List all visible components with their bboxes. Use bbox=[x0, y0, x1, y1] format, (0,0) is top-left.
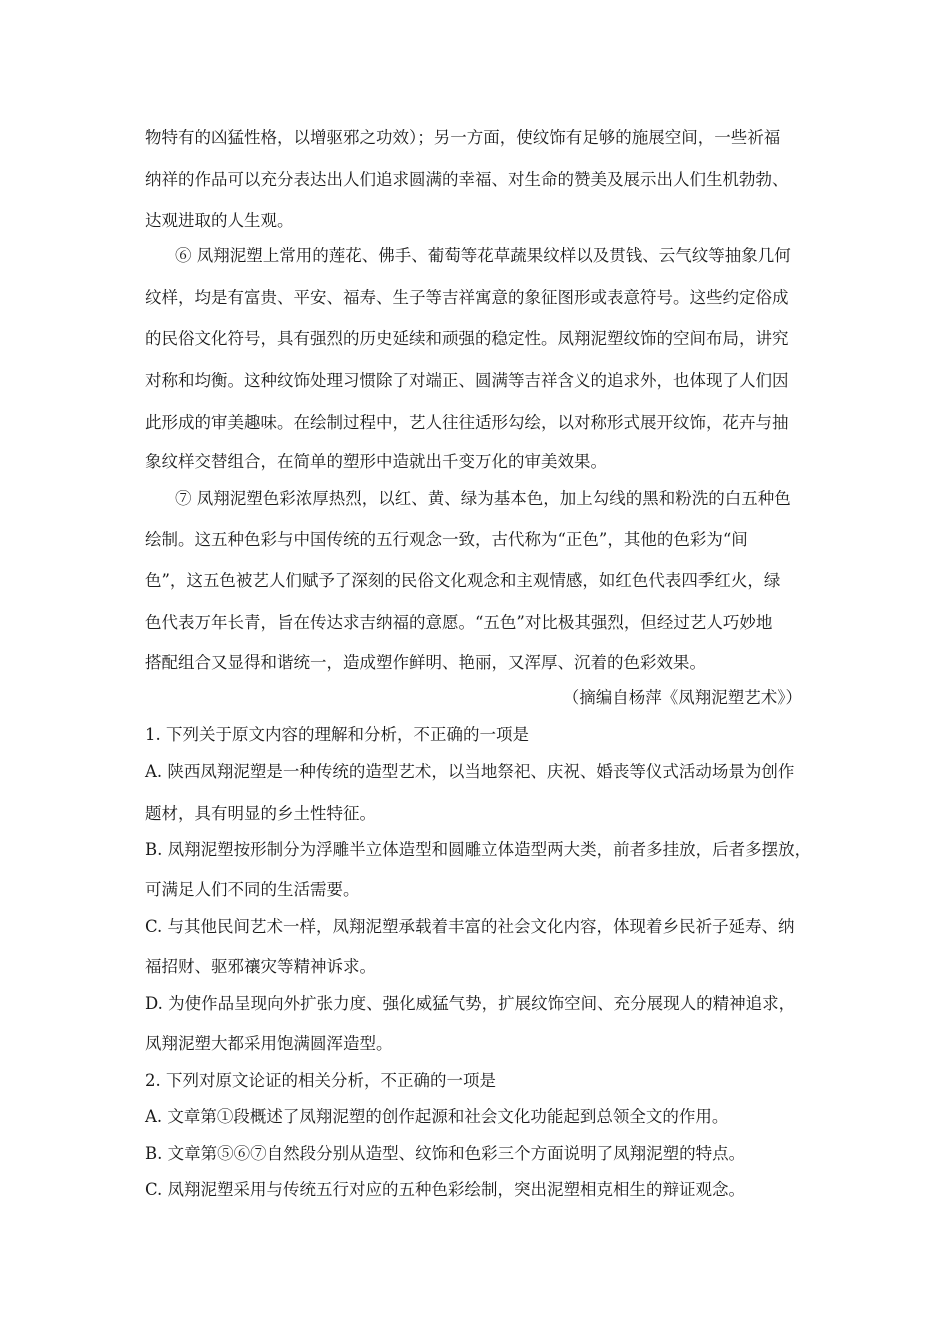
question-1-option-d: D. 为使作品呈现向外扩张力度、强化威猛气势，扩展纹饰空间、充分展现人的精神追求， bbox=[145, 994, 796, 1013]
question-1-option-a-cont: 题材，具有明显的乡土性特征。 bbox=[145, 804, 376, 823]
question-1-option-c: C. 与其他民间艺术一样，凤翔泥塑承载着丰富的社会文化内容，体现着乡民祈子延寿、纳 bbox=[145, 917, 795, 936]
question-2-option-a: A. 文章第①段概述了凤翔泥塑的创作起源和社会文化功能起到总领全文的作用。 bbox=[145, 1107, 729, 1126]
text-line: 达观进取的人生观。 bbox=[145, 211, 294, 230]
text-line: 物特有的凶猛性格，以增驱邪之功效）；另一方面，使纹饰有足够的施展空间，一些祈福 bbox=[145, 128, 781, 147]
paragraph-6-start: ⑥ 凤翔泥塑上常用的莲花、佛手、葡萄等花草蔬果纹样以及贯钱、云气纹等抽象几何 bbox=[175, 246, 791, 265]
question-2-option-c: C. 凤翔泥塑采用与传统五行对应的五种色彩绘制，突出泥塑相克相生的辩证观念。 bbox=[145, 1180, 746, 1199]
question-1-stem: 1. 下列关于原文内容的理解和分析，不正确的一项是 bbox=[145, 725, 529, 744]
text-line: 纹样，均是有富贵、平安、福寿、生子等吉祥寓意的象征图形或表意符号。这些约定俗成 bbox=[145, 288, 789, 307]
text-line: 对称和均衡。这种纹饰处理习惯除了对端正、圆满等吉祥含义的追求外，也体现了人们因 bbox=[145, 371, 789, 390]
paragraph-7-start: ⑦ 凤翔泥塑色彩浓厚热烈，以红、黄、绿为基本色，加上勾线的黑和粉洗的白五种色 bbox=[175, 489, 791, 508]
text-line: 纳祥的作品可以充分表达出人们追求圆满的幸福、对生命的赞美及展示出人们生机勃勃、 bbox=[145, 170, 789, 189]
text-line: 色代表万年长青，旨在传达求吉纳福的意愿。“五色”对比极其强烈，但经过艺人巧妙地 bbox=[145, 613, 773, 632]
text-line: 绘制。这五种色彩与中国传统的五行观念一致，古代称为“正色”，其他的色彩为“间 bbox=[145, 530, 748, 549]
question-1-option-d-cont: 凤翔泥塑大都采用饱满圆浑造型。 bbox=[145, 1034, 393, 1053]
text-line: 搭配组合又显得和谐统一，造成塑作鲜明、艳丽，又浑厚、沉着的色彩效果。 bbox=[145, 653, 706, 672]
question-2-stem: 2. 下列对原文论证的相关分析，不正确的一项是 bbox=[145, 1071, 496, 1090]
source-citation: （摘编自杨萍《凤翔泥塑艺术》） bbox=[562, 688, 802, 707]
text-line: 的民俗文化符号，具有强烈的历史延续和顽强的稳定性。凤翔泥塑纹饰的空间布局，讲究 bbox=[145, 329, 789, 348]
text-line: 象纹样交替组合，在简单的塑形中造就出千变万化的审美效果。 bbox=[145, 452, 607, 471]
question-2-option-b: B. 文章第⑤⑥⑦自然段分别从造型、纹饰和色彩三个方面说明了凤翔泥塑的特点。 bbox=[145, 1144, 746, 1163]
question-1-option-c-cont: 福招财、驱邪禳灾等精神诉求。 bbox=[145, 957, 376, 976]
question-1-option-a: A. 陕西凤翔泥塑是一种传统的造型艺术，以当地祭祀、庆祝、婚丧等仪式活动场景为创作 bbox=[145, 762, 795, 781]
question-1-option-b: B. 凤翔泥塑按形制分为浮雕半立体造型和圆雕立体造型两大类，前者多挂放，后者多摆放， bbox=[145, 840, 812, 859]
question-1-option-b-cont: 可满足人们不同的生活需要。 bbox=[145, 880, 360, 899]
text-line: 此形成的审美趣味。在绘制过程中，艺人往往适形勾绘，以对称形式展开纹饰，花卉与抽 bbox=[145, 413, 789, 432]
text-line: 色”，这五色被艺人们赋予了深刻的民俗文化观念和主观情感，如红色代表四季红火，绿 bbox=[145, 571, 781, 590]
